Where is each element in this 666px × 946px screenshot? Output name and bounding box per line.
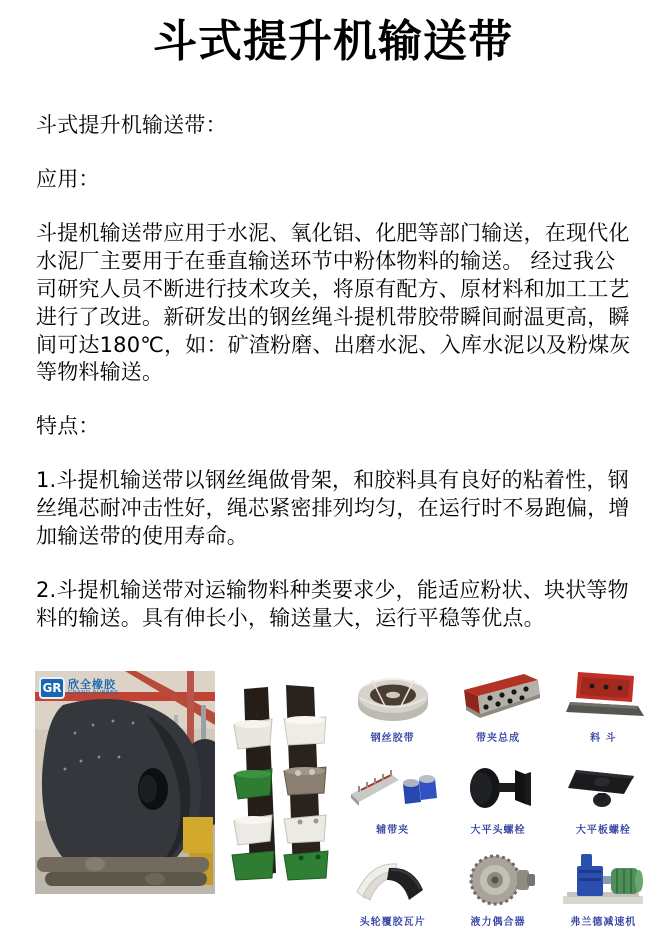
hopper-image — [560, 666, 646, 724]
product-caption: 头轮覆胶瓦片 — [359, 917, 426, 928]
feature-item-1: 1.斗提机输送带以钢丝绳做骨架，和胶料具有良好的粘着性，钢丝绳芯耐冲击性好，绳芯紧密排列均匀，在运行时不易跑偏，增加输送带的使用寿命。 — [36, 468, 630, 549]
bucket-panel-illustration — [226, 679, 338, 881]
product-caption: 钢丝胶带 — [370, 733, 415, 744]
product-card-pulley-lagging-tile — [342, 850, 443, 928]
product-caption: 弗兰德减速机 — [570, 917, 637, 928]
product-card-belt-clip — [342, 758, 443, 836]
flat-plate-bolt-image — [560, 758, 646, 816]
brand-logo — [39, 677, 118, 699]
product-caption: 大平板螺栓 — [575, 825, 631, 836]
document-body — [36, 112, 632, 659]
application-paragraph: 斗提机输送带应用于水泥、氧化铝、化肥等部门输送，在现代化水泥厂主要用于在垂直输送环节中粉体物料的输送。 经过我公司研究人员不断进行技术攻关，将原有配方、原材料和加工工艺进行了改进。新研发出的钢丝绳斗提机带胶带瞬间耐温更高，瞬间可达180℃，如：矿渣粉磨、出磨水泥、入库水泥以及粉煤灰等物料输送。 — [36, 220, 631, 385]
product-caption: 液力偶合器 — [470, 917, 526, 928]
pulley-lagging-tile-image — [347, 850, 439, 908]
product-card-hopper — [553, 666, 654, 744]
bucket-belt-panel-photo — [226, 679, 338, 881]
product-grid — [342, 666, 654, 928]
logo-name-en: GRAND RUBBER — [68, 690, 119, 697]
product-caption: 大平头螺栓 — [470, 825, 526, 836]
product-caption: 带夹总成 — [475, 733, 520, 744]
product-card-flat-plate-bolt — [553, 758, 654, 836]
logo-gr-badge: GR — [39, 677, 65, 699]
steel-wire-belt-image — [350, 666, 436, 724]
product-card-flat-head-bolt — [447, 758, 548, 836]
product-card-fluid-coupling — [447, 850, 548, 928]
belt-clip-image — [347, 758, 439, 816]
features-label: 特点： — [36, 414, 100, 439]
product-caption: 料 斗 — [590, 733, 617, 744]
fluid-coupling-image — [455, 850, 541, 908]
flender-reducer-image — [557, 850, 649, 908]
product-card-flender-reducer — [553, 850, 654, 928]
product-caption: 辅带夹 — [376, 825, 410, 836]
flat-head-bolt-image — [455, 758, 541, 816]
product-card-steel-wire-belt — [342, 666, 443, 744]
page-title: 斗式提升机输送带 — [153, 16, 513, 67]
product-heading: 斗式提升机输送带： — [36, 113, 227, 137]
logo-name-cn: 欣全橡胶 — [68, 678, 116, 692]
belt-clamp-assembly-image — [452, 666, 544, 724]
product-card-belt-clamp-assembly — [447, 666, 548, 744]
feature-item-2: 2.斗提机输送带对运输物料种类要求少，能适应粉状、块状等物料的输送。具有伸长小，输送量大，运行平稳等优点。 — [36, 578, 629, 630]
application-label: 应用： — [36, 166, 100, 191]
factory-belt-roll-photo — [35, 671, 215, 894]
belt-roll-illustration — [35, 671, 215, 894]
